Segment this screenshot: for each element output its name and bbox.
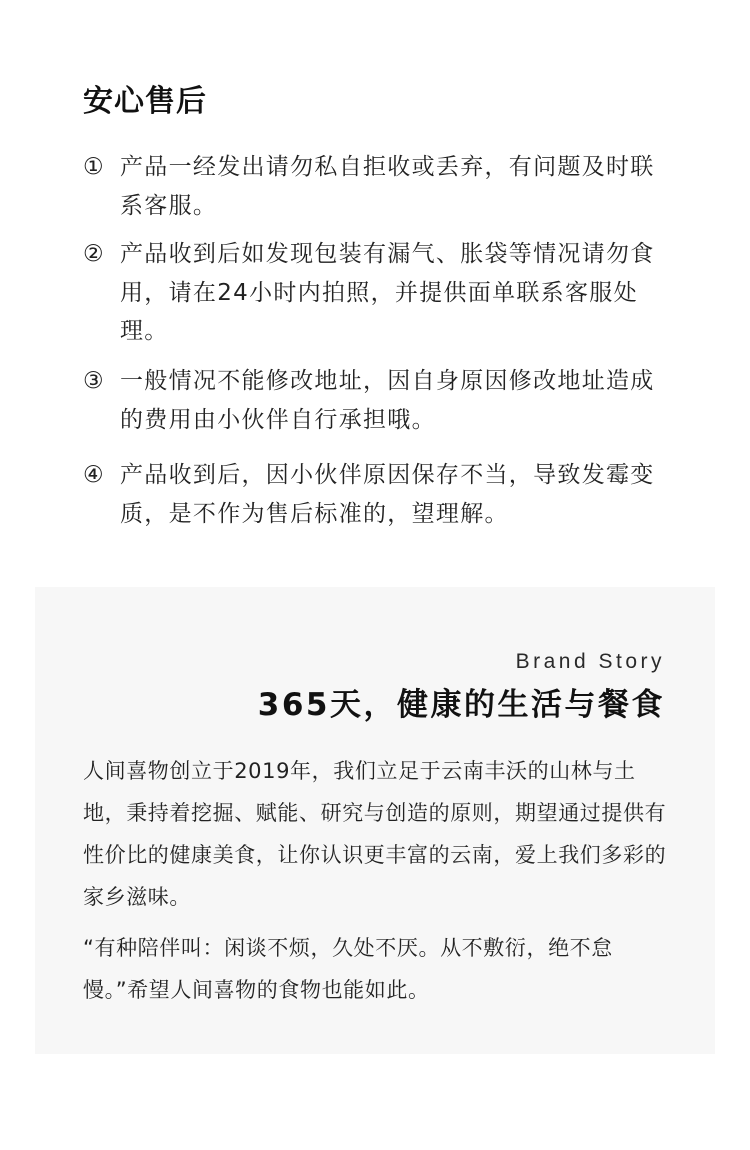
policy-item-3	[83, 362, 673, 439]
brand-story-heading: 365天，健康的生活与餐食	[257, 687, 665, 723]
policy-text: 产品一经发出请勿私自拒收或丢弃，有问题及时联系客服。	[120, 154, 655, 219]
brand-story-eyebrow: Brand Story	[515, 650, 665, 673]
brand-story-paragraph: 人间喜物创立于2019年，我们立足于云南丰沃的山林与土地，秉持着挖掘、赋能、研究与创造的原则，期望通过提供有性价比的健康美食，让你认识更丰富的云南，爱上我们多彩的家乡滋味。	[83, 759, 667, 909]
policy-item-2	[83, 235, 673, 351]
policy-text: 产品收到后如发现包装有漏气、胀袋等情况请勿食用，请在24小时内拍照，并提供面单联系客服处理。	[120, 241, 655, 344]
policy-text: 一般情况不能修改地址，因自身原因修改地址造成的费用由小伙伴自行承担哦。	[120, 368, 655, 433]
policy-text: 产品收到后，因小伙伴原因保存不当，导致发霉变质，是不作为售后标准的，望理解。	[120, 462, 655, 527]
brand-story-quote: “有种陪伴叫：闲谈不烦，久处不厌。从不敷衍，绝不怠慢。”希望人间喜物的食物也能如此。	[83, 936, 613, 1002]
policy-number: ②	[83, 241, 104, 267]
policy-number: ④	[83, 462, 104, 488]
policy-number: ③	[83, 368, 104, 394]
policy-number: ①	[83, 154, 104, 180]
policy-item-1	[83, 148, 673, 225]
brand-story-section	[35, 587, 715, 1054]
policy-item-4	[83, 456, 673, 533]
aftersales-title: 安心售后	[83, 84, 207, 119]
